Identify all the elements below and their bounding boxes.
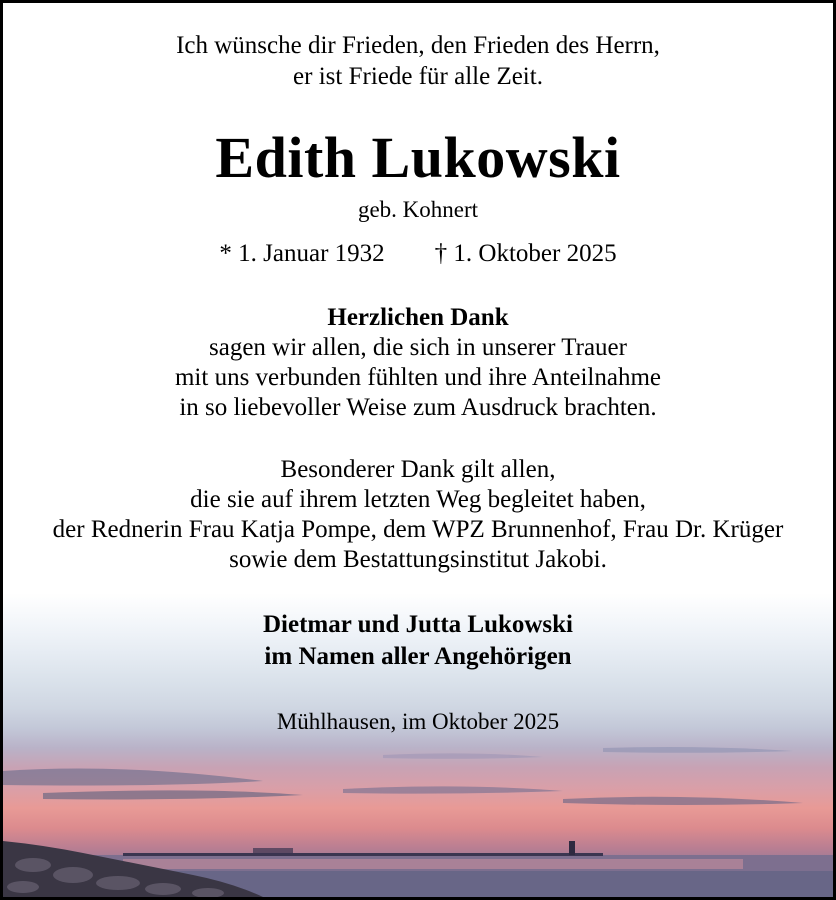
rock (53, 867, 93, 883)
thanks-heading: Herzlichen Dank (327, 304, 509, 331)
thanks-line: sagen wir allen, die sich in unserer Trauer (209, 334, 627, 361)
special-thanks-line: der Rednerin Frau Katja Pompe, dem WPZ Brunnenhof, Frau Dr. Krüger (52, 516, 784, 543)
rock (192, 888, 224, 897)
birth-date: * 1. Januar 1932 (219, 240, 385, 267)
sea-reflection (3, 871, 833, 897)
cloud-streak (383, 753, 543, 758)
cloud-streak (563, 797, 803, 805)
rock (7, 881, 39, 893)
signature-line: im Namen aller Angehörigen (264, 643, 572, 670)
thanks-line: in so liebevoller Weise zum Ausdruck brachten. (179, 394, 657, 421)
signature (3, 609, 833, 673)
sea (3, 855, 833, 897)
lighthouse (569, 841, 575, 855)
motto-line: Ich wünsche dir Frieden, den Frieden des Herrn, (176, 32, 660, 59)
signature-line: Dietmar und Jutta Lukowski (262, 611, 574, 638)
pier (123, 853, 603, 856)
cloud-streak (43, 790, 303, 799)
cloud-streak (3, 769, 263, 786)
thanks-line: mit uns verbunden fühlten und ihre Anteilnahme (174, 364, 661, 391)
cloud-streak (603, 747, 793, 753)
rock (145, 883, 181, 895)
rock (96, 876, 140, 890)
rocky-shore (3, 841, 263, 897)
special-thanks-line: sowie dem Bestattungsinstitut Jakobi. (229, 546, 607, 573)
special-thanks-line: Besonderer Dank gilt allen, (280, 456, 556, 483)
birth-name: geb. Kohnert (357, 197, 479, 222)
place-date: Mühlhausen, im Oktober 2025 (276, 709, 560, 734)
special-thanks-line: die sie auf ihrem letzten Weg begleitet haben, (190, 486, 646, 513)
life-dates (3, 239, 833, 269)
cloud-streak (343, 786, 563, 793)
special-thanks-text (3, 455, 833, 575)
rock (15, 858, 51, 872)
motto-line: er ist Friede für alle Zeit. (293, 63, 543, 90)
thanks-text (3, 333, 833, 423)
death-date: † 1. Oktober 2025 (434, 240, 617, 267)
deceased-name: Edith Lukowski (215, 125, 621, 190)
harbour-structure (253, 848, 293, 854)
motto (3, 30, 833, 92)
sea-glow (123, 859, 743, 869)
